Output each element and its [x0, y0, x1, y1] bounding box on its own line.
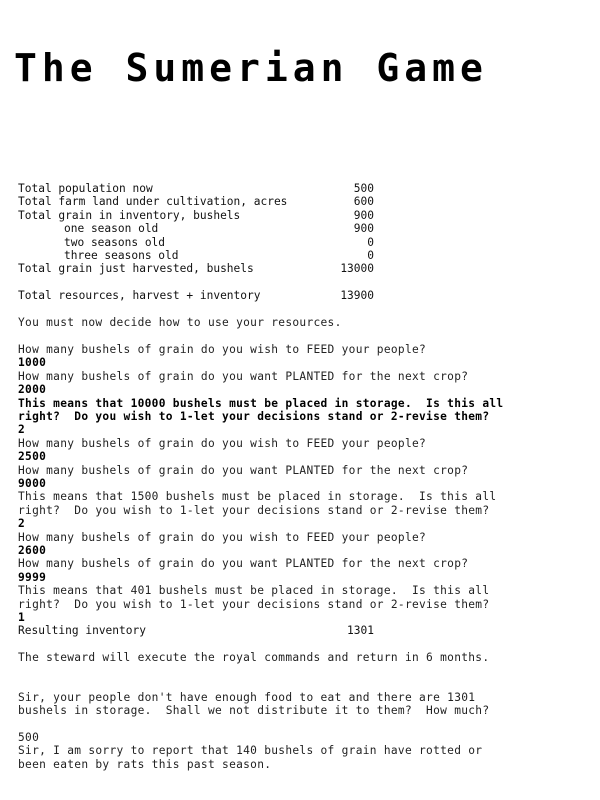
stat-value: 0 [367, 235, 374, 249]
transcript-line: How many bushels of grain do you wish to FEED your people? [18, 436, 427, 450]
stat-label: one season old [64, 222, 159, 236]
transcript-line: How many bushels of grain do you want PLANTED for the next crop? [18, 369, 469, 383]
stat-label: Total grain in inventory, bushels [18, 208, 241, 222]
stat-population [18, 182, 374, 195]
transcript-input: 9999 [18, 570, 47, 584]
transcript-input: 2 [18, 423, 26, 437]
transcript-line: How many bushels of grain do you want PLANTED for the next crop? [18, 557, 469, 571]
distribution-question-line: Sir, your people don't have enough food to eat and there are 1301 [18, 691, 476, 704]
stat-total-resources [18, 289, 374, 302]
transcript-line: How many bushels of grain do you want PLANTED for the next crop? [18, 463, 469, 477]
transcript-input: 2600 [18, 544, 47, 557]
transcript-line: This means that 1500 bushels must be placed in storage. Is this all [18, 490, 497, 504]
game-title: The Sumerian Game [14, 46, 488, 90]
stat-value: 0 [367, 249, 374, 262]
transcript-line: This means that 401 bushels must be placed in storage. Is this all [18, 584, 490, 598]
stat-harvested [18, 262, 374, 275]
stat-grain-inventory [18, 209, 374, 222]
stat-farmland [18, 195, 374, 208]
transcript-input: 1000 [18, 356, 47, 370]
stat-two-seasons [18, 236, 374, 249]
distribution-question-line: bushels in storage. Shall we not distribute it to them? How much? [18, 704, 490, 718]
transcript-input: 9000 [18, 477, 47, 490]
stat-label: Total population now [18, 182, 153, 195]
transcript-line: How many bushels of grain do you wish to FEED your people? [18, 343, 427, 356]
distribution-answer: 500 [18, 731, 40, 744]
transcript-line: right? Do you wish to 1-let your decisions stand or 2-revise them? [18, 503, 490, 517]
decide-prompt: You must now decide how to use your resources. [18, 316, 342, 329]
steward-message: The steward will execute the royal commands and return in 6 months. [18, 651, 490, 664]
transcript-input: 1 [18, 611, 26, 624]
stat-value: 900 [353, 222, 374, 236]
transcript-line: right? Do you wish to 1-let your decisions stand or 2-revise them? [18, 410, 490, 423]
stat-three-seasons [18, 249, 374, 262]
transcript-line: right? Do you wish to 1-let your decisions stand or 2-revise them? [18, 597, 490, 611]
inventory-value: 1301 [347, 624, 374, 637]
stat-value: 13000 [340, 262, 374, 276]
resulting-inventory [18, 624, 374, 637]
transcript-line: This means that 10000 bushels must be placed in storage. Is this all [18, 396, 504, 410]
stat-value: 600 [353, 195, 374, 209]
stat-value: 13900 [340, 289, 374, 302]
stat-value: 500 [353, 182, 374, 195]
transcript-input: 2 [18, 517, 26, 531]
stat-value: 900 [353, 208, 374, 222]
rot-report-line: Sir, I am sorry to report that 140 bushels of grain have rotted or [18, 744, 483, 758]
stat-label: Total resources, harvest + inventory [18, 289, 261, 302]
stat-label: Total farm land under cultivation, acres [18, 195, 288, 209]
rot-report-line: been eaten by rats this past season. [18, 757, 272, 771]
stat-one-season [18, 222, 374, 235]
transcript-line: How many bushels of grain do you wish to FEED your people? [18, 530, 427, 544]
inventory-label: Resulting inventory [18, 624, 146, 637]
stat-label: Total grain just harvested, bushels [18, 262, 254, 276]
transcript-input: 2500 [18, 450, 47, 464]
stat-label: two seasons old [64, 235, 166, 249]
transcript-input: 2000 [18, 383, 47, 397]
stat-label: three seasons old [64, 249, 179, 262]
